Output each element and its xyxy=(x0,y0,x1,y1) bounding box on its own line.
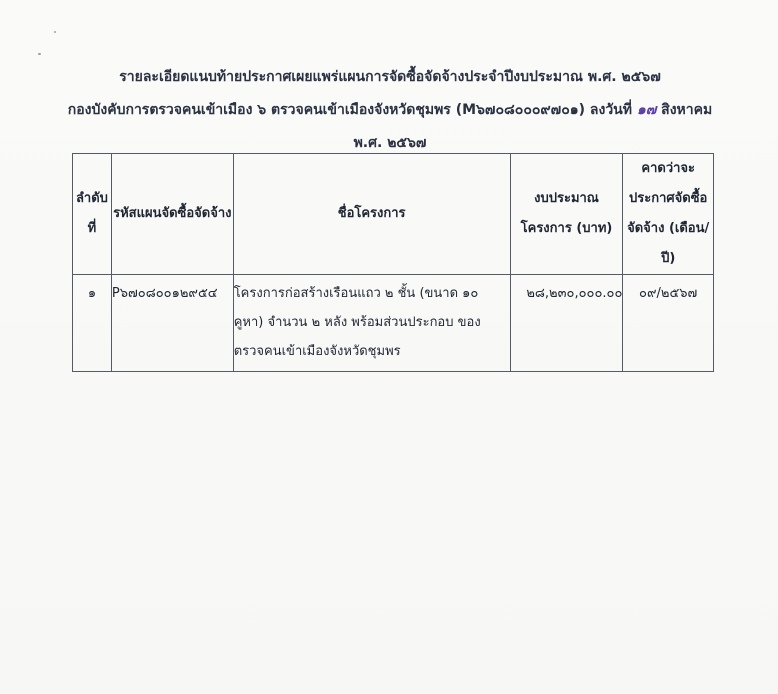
header-project-name: ชื่อโครงการ xyxy=(233,154,510,275)
scan-speck xyxy=(54,31,56,33)
cell-no: ๑ xyxy=(73,275,112,372)
table-header-row xyxy=(73,154,714,275)
header-no: ลำดับที่ xyxy=(73,154,112,275)
heading-line-3: พ.ศ. ๒๕๖๗ xyxy=(353,135,427,151)
cell-budget: ๒๘,๒๓๐,๐๐๐.๐๐ xyxy=(510,275,623,372)
table-row xyxy=(73,275,714,372)
heading-line-2-prefix: กองบังคับการตรวจคนเข้าเมือง ๖ ตรวจคนเข้าเมืองจังหวัดชุมพร (M๖๗๐๘๐๐๐๙๗๐๑) ลงวันที่ xyxy=(67,102,632,118)
scan-speck xyxy=(38,53,41,55)
heading-line-2 xyxy=(55,99,725,121)
header-budget: งบประมาณโครงการ (บาท) xyxy=(510,154,623,275)
handwritten-day: ๑๗ xyxy=(636,102,657,118)
heading-line-1: รายละเอียดแนบท้ายประกาศเผยแพร่แผนการจัดซื้อจัดจ้างประจำปีงบประมาณ พ.ศ. ๒๕๖๗ xyxy=(119,69,661,85)
header-expected-date: คาดว่าจะประกาศจัดซื้อจัดจ้าง (เดือน/ปี) xyxy=(623,154,714,275)
cell-expected-date: ๐๙/๒๕๖๗ xyxy=(623,275,714,372)
procurement-plan-table xyxy=(72,153,714,372)
header-plan-code: รหัสแผนจัดซื้อจัดจ้าง xyxy=(111,154,233,275)
heading-line-2-suffix: สิงหาคม xyxy=(661,102,713,118)
cell-project-name: โครงการก่อสร้างเรือนแถว ๒ ชั้น (ขนาด ๑๐ คูหา) จำนวน ๒ หลัง พร้อมส่วนประกอบ ของตรวจคนเข้าเมืองจังหวัดชุมพร xyxy=(233,275,510,372)
cell-plan-code: P๖๗๐๘๐๐๑๒๙๕๔ xyxy=(111,275,233,372)
